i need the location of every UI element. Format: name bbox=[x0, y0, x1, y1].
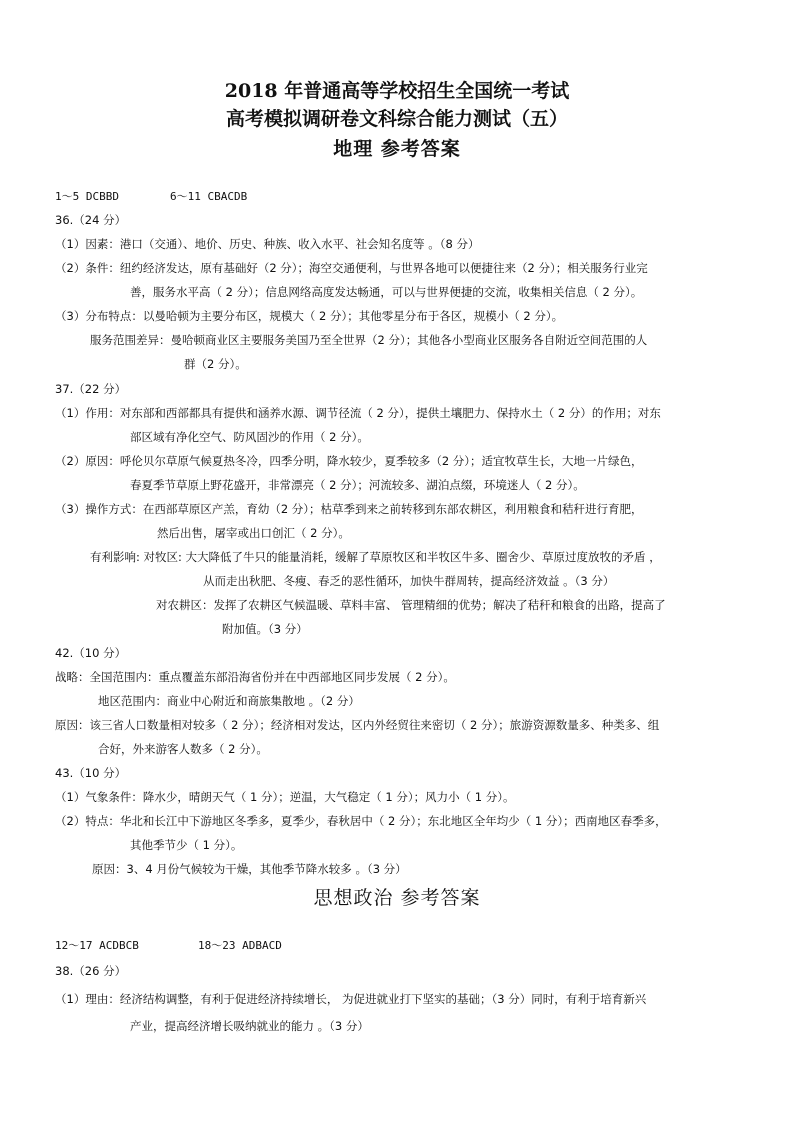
q42-p2: 地区范围内：商业中心附近和商旅集散地 。（2 分） bbox=[98, 694, 360, 708]
q36-p2b: 善，服务水平高（ 2 分）；信息网络高度发达畅通，可以与世界便捷的交流，收集相关信息（ 2 分）。 bbox=[130, 285, 643, 299]
q37-p1b: 部区域有净化空气、防风固沙的作用（ 2 分）。 bbox=[130, 430, 369, 444]
q36-p1: （1）因素：港口（交通）、地价、历史、种族、收入水平、社会知名度等 。（8 分） bbox=[55, 237, 480, 251]
pol-mc-2: 18～23 ADBACD bbox=[198, 939, 282, 952]
exam-title: 2018 年普通高等学校招生全国统一考试 bbox=[224, 80, 570, 102]
geo-mc-1: 1～5 DCBBD bbox=[55, 190, 119, 203]
q36-p2a: （2）条件：纽约经济发达，原有基础好（2 分）；海空交通便利，与世界各地可以便捷往来（2 分）；相关服务行业完 bbox=[55, 261, 648, 275]
q37-p5b: 附加值。（3 分） bbox=[222, 622, 308, 636]
q37-p4a: 有利影响: 对牧区: 大大降低了牛只的能量消耗，缓解了草原牧区和半牧区牛多、圈舍少、草原过度放牧的矛盾 ， bbox=[90, 550, 661, 564]
geography-heading: 地理 参考答案 bbox=[333, 138, 461, 160]
q43-title: 43.（10 分） bbox=[55, 766, 127, 780]
q36-title: 36.（24 分） bbox=[55, 213, 127, 227]
q37-p1a: （1）作用：对东部和西部都具有提供和涵养水源、调节径流（ 2 分），提供土壤肥力、保持水土（ 2 分）的作用；对东 bbox=[55, 406, 661, 420]
q37-p2a: （2）原因：呼伦贝尔草原气候夏热冬冷，四季分明，降水较少，夏季较多（2 分）；适宜牧草生长，大地一片绿色， bbox=[55, 454, 643, 468]
q43-p2b: 其他季节少（ 1 分）。 bbox=[130, 838, 243, 852]
q38-p1a: （1）理由：经济结构调整，有利于促进经济持续增长， 为促进就业打下坚实的基础；（3 分）同时，有利于培育新兴 bbox=[55, 992, 647, 1006]
exam-subtitle: 高考模拟调研卷文科综合能力测试（五） bbox=[225, 108, 568, 130]
pol-mc-1: 12～17 ACDBCB bbox=[55, 939, 139, 952]
q37-p3b: 然后出售，屠宰或出口创汇（ 2 分）。 bbox=[157, 526, 350, 540]
q36-p4a: 服务范围差异：曼哈顿商业区主要服务美国乃至全世界（2 分）；其他各小型商业区服务各自附近空间范围的人 bbox=[90, 333, 648, 347]
q42-p1: 战略：全国范围内：重点覆盖东部沿海省份并在中西部地区同步发展（ 2 分）。 bbox=[55, 670, 455, 684]
q37-p5a: 对农耕区：发挥了农耕区气候温暖、草料丰富、 管理精细的优势；解决了秸秆和粮食的出路，提高了 bbox=[156, 598, 666, 612]
q43-p2a: （2）特点：华北和长江中下游地区冬季多，夏季少，春秋居中（ 2 分）；东北地区全年均少（ 1 分）；西南地区春季多， bbox=[55, 814, 667, 828]
q37-p4b: 从而走出秋肥、冬瘦、春乏的恶性循环，加快牛群周转，提高经济效益 。（3 分） bbox=[203, 574, 615, 588]
q38-p1b: 产业，提高经济增长吸纳就业的能力 。（3 分） bbox=[130, 1019, 369, 1033]
politics-heading: 思想政治 参考答案 bbox=[313, 887, 481, 909]
q43-p3: 原因：3、4 月份气候较为干燥，其他季节降水较多 。（3 分） bbox=[92, 862, 407, 876]
q42-p3a: 原因：该三省人口数量相对较多（ 2 分）；经济相对发达，区内外经贸往来密切（ 2 分）；旅游资源数量多、种类多、组 bbox=[55, 718, 660, 732]
q37-p2b: 春夏季节草原上野花盛开，非常漂亮（ 2 分）；河流较多、湖泊点缀，环境迷人（ 2 分）。 bbox=[130, 478, 585, 492]
q42-p3b: 合好，外来游客人数多（ 2 分）。 bbox=[98, 742, 268, 756]
q37-title: 37.（22 分） bbox=[55, 382, 127, 396]
q42-title: 42.（10 分） bbox=[55, 646, 127, 660]
q38-title: 38.（26 分） bbox=[55, 964, 127, 978]
q37-p3a: （3）操作方式：在西部草原区产羔，育幼（2 分）；枯草季到来之前转移到东部农耕区，利用粮食和秸秆进行育肥， bbox=[55, 502, 643, 516]
q36-p4b: 群（2 分）。 bbox=[184, 357, 247, 371]
q36-p3: （3）分布特点：以曼哈顿为主要分布区，规模大（ 2 分）；其他零星分布于各区，规模小（ 2 分）。 bbox=[55, 309, 564, 323]
q43-p1: （1）气象条件：降水少，晴朗天气（ 1 分）；逆温，大气稳定（ 1 分）；风力小（ 1 分）。 bbox=[55, 790, 515, 804]
geo-mc-2: 6～11 CBACDB bbox=[170, 190, 248, 203]
